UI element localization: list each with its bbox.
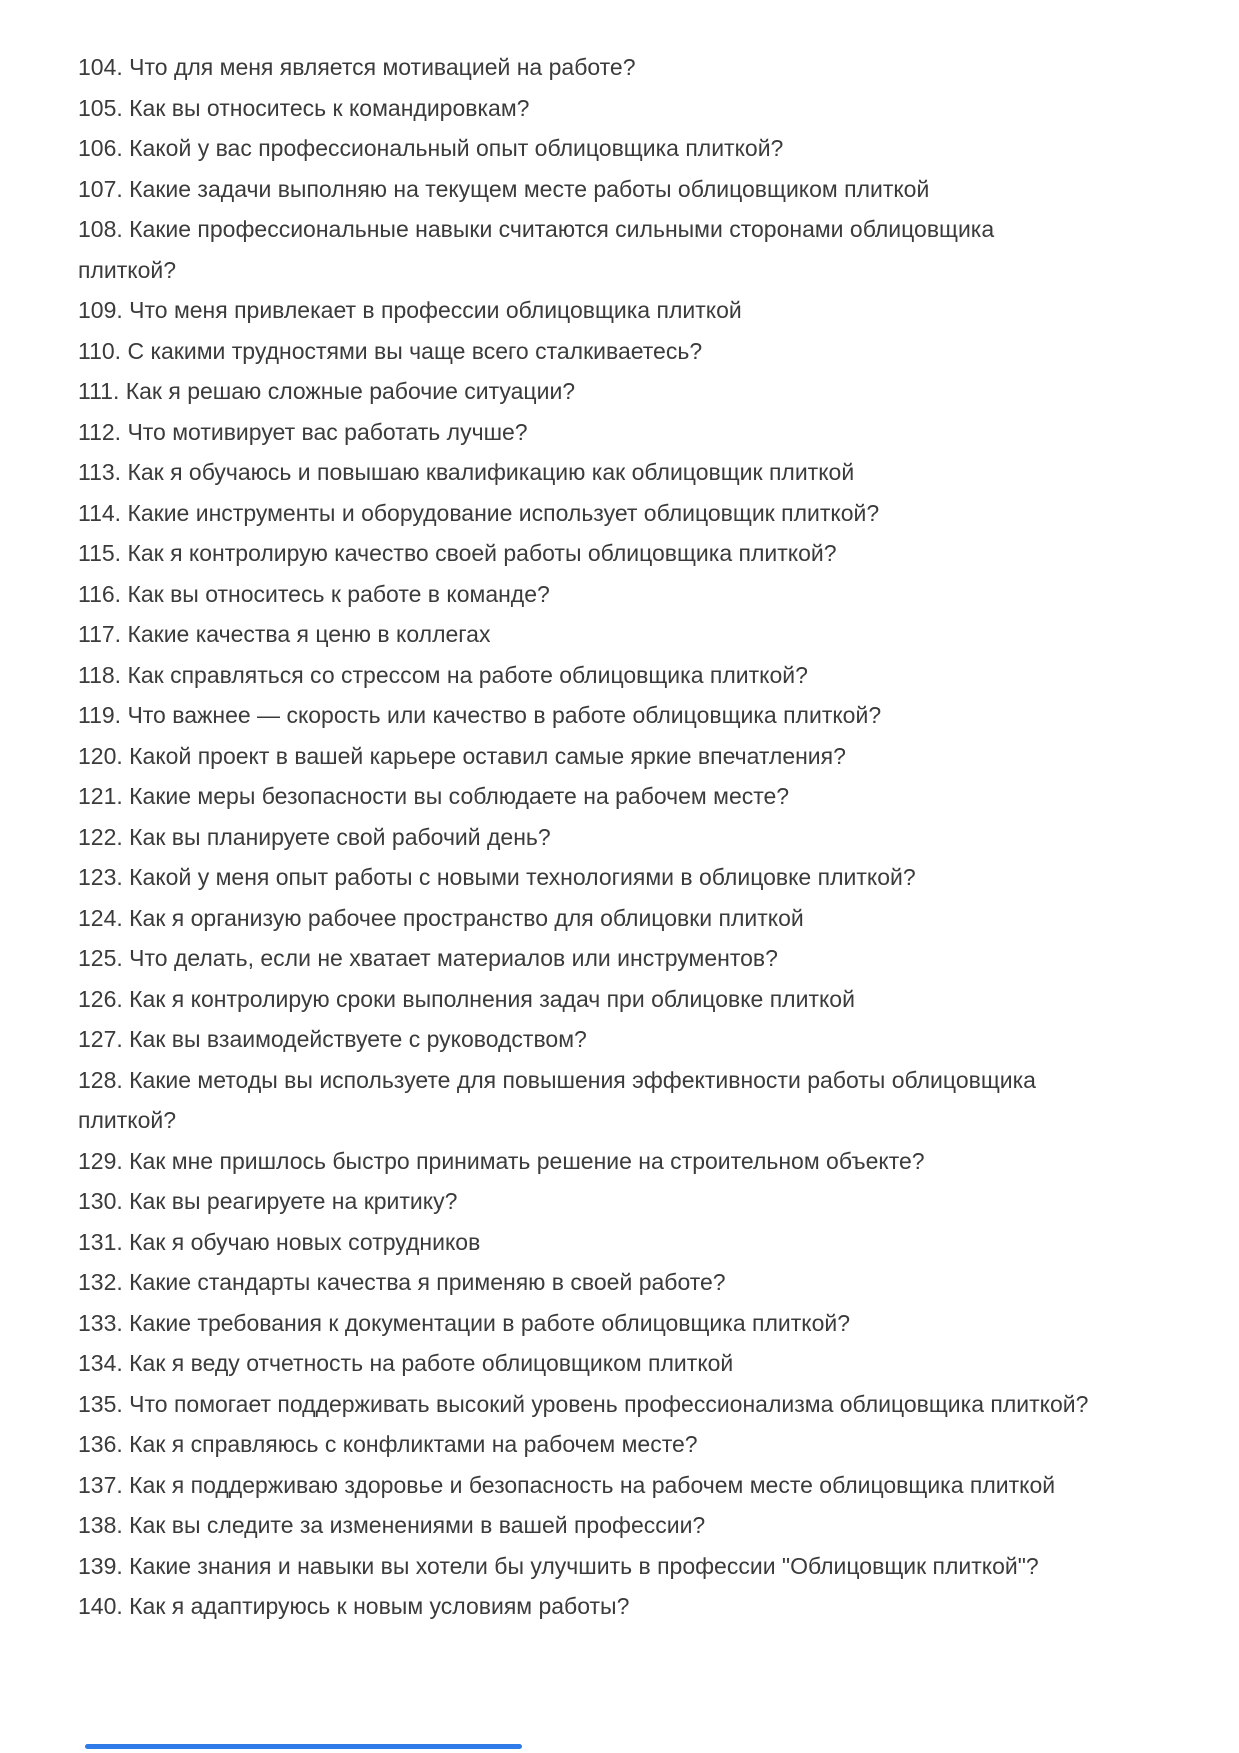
question-item: 129. Как мне пришлось быстро принимать решение на строительном объекте? <box>78 1147 925 1174</box>
question-item: 108. Какие профессиональные навыки считаются сильными сторонами облицовщика плиткой? <box>78 216 995 283</box>
question-item: 110. С какими трудностями вы чаще всего сталкиваетесь? <box>78 337 703 364</box>
question-item: 128. Какие методы вы используете для повышения эффективности работы облицовщика плиткой? <box>78 1066 1036 1133</box>
question-item: 135. Что помогает поддерживать высокий уровень профессионализма облицовщика плиткой? <box>78 1390 1089 1417</box>
question-item: 113. Как я обучаюсь и повышаю квалификацию как облицовщик плиткой <box>78 459 855 485</box>
question-item: 115. Как я контролирую качество своей работы облицовщика плиткой? <box>78 540 837 566</box>
question-item: 109. Что меня привлекает в профессии облицовщика плиткой <box>78 297 742 323</box>
question-item: 122. Как вы планируете свой рабочий день? <box>78 823 551 850</box>
question-item: 104. Что для меня является мотивацией на работе? <box>78 54 636 80</box>
document-page <box>78 47 1090 1627</box>
question-item: 137. Как я поддерживаю здоровье и безопасность на рабочем месте облицовщика плиткой <box>78 1471 1056 1498</box>
question-item: 134. Как я веду отчетность на работе облицовщиком плиткой <box>78 1350 734 1376</box>
question-item: 106. Какой у вас профессиональный опыт облицовщика плиткой? <box>78 135 784 161</box>
question-item: 107. Какие задачи выполняю на текущем месте работы облицовщиком плиткой <box>78 175 930 202</box>
question-item: 124. Как я организую рабочее пространство для облицовки плиткой <box>78 904 804 931</box>
question-item: 133. Какие требования к документации в работе облицовщика плиткой? <box>78 1309 851 1336</box>
question-item: 132. Какие стандарты качества я применяю в своей работе? <box>78 1269 726 1295</box>
question-list <box>78 47 1090 1627</box>
question-item: 123. Какой у меня опыт работы с новыми технологиями в облицовке плиткой? <box>78 864 916 890</box>
question-item: 127. Как вы взаимодействуете с руководством? <box>78 1026 587 1052</box>
question-item: 116. Как вы относитесь к работе в команде? <box>78 580 550 607</box>
question-item: 140. Как я адаптируюсь к новым условиям работы? <box>78 1593 630 1619</box>
question-item: 118. Как справляться со стрессом на работе облицовщика плиткой? <box>78 661 808 688</box>
question-item: 111. Как я решаю сложные рабочие ситуации? <box>78 378 576 404</box>
question-item: 119. Что важнее — скорость или качество в работе облицовщика плиткой? <box>78 702 882 728</box>
question-item: 114. Какие инструменты и оборудование использует облицовщик плиткой? <box>78 499 880 526</box>
blue-accent-line <box>85 1744 522 1749</box>
question-item: 105. Как вы относитесь к командировкам? <box>78 94 530 121</box>
question-item: 120. Какой проект в вашей карьере оставил самые яркие впечатления? <box>78 742 846 769</box>
question-item: 139. Какие знания и навыки вы хотели бы улучшить в профессии "Облицовщик плиткой"? <box>78 1552 1039 1579</box>
question-item: 136. Как я справляюсь с конфликтами на рабочем месте? <box>78 1431 698 1457</box>
question-item: 117. Какие качества я ценю в коллегах <box>78 621 491 647</box>
question-item: 112. Что мотивирует вас работать лучше? <box>78 418 528 445</box>
question-item: 126. Как я контролирую сроки выполнения задач при облицовке плиткой <box>78 985 855 1012</box>
question-item: 130. Как вы реагируете на критику? <box>78 1188 458 1214</box>
question-item: 121. Какие меры безопасности вы соблюдаете на рабочем месте? <box>78 783 790 809</box>
question-item: 131. Как я обучаю новых сотрудников <box>78 1228 481 1255</box>
question-item: 138. Как вы следите за изменениями в вашей профессии? <box>78 1512 706 1538</box>
question-item: 125. Что делать, если не хватает материалов или инструментов? <box>78 945 778 971</box>
